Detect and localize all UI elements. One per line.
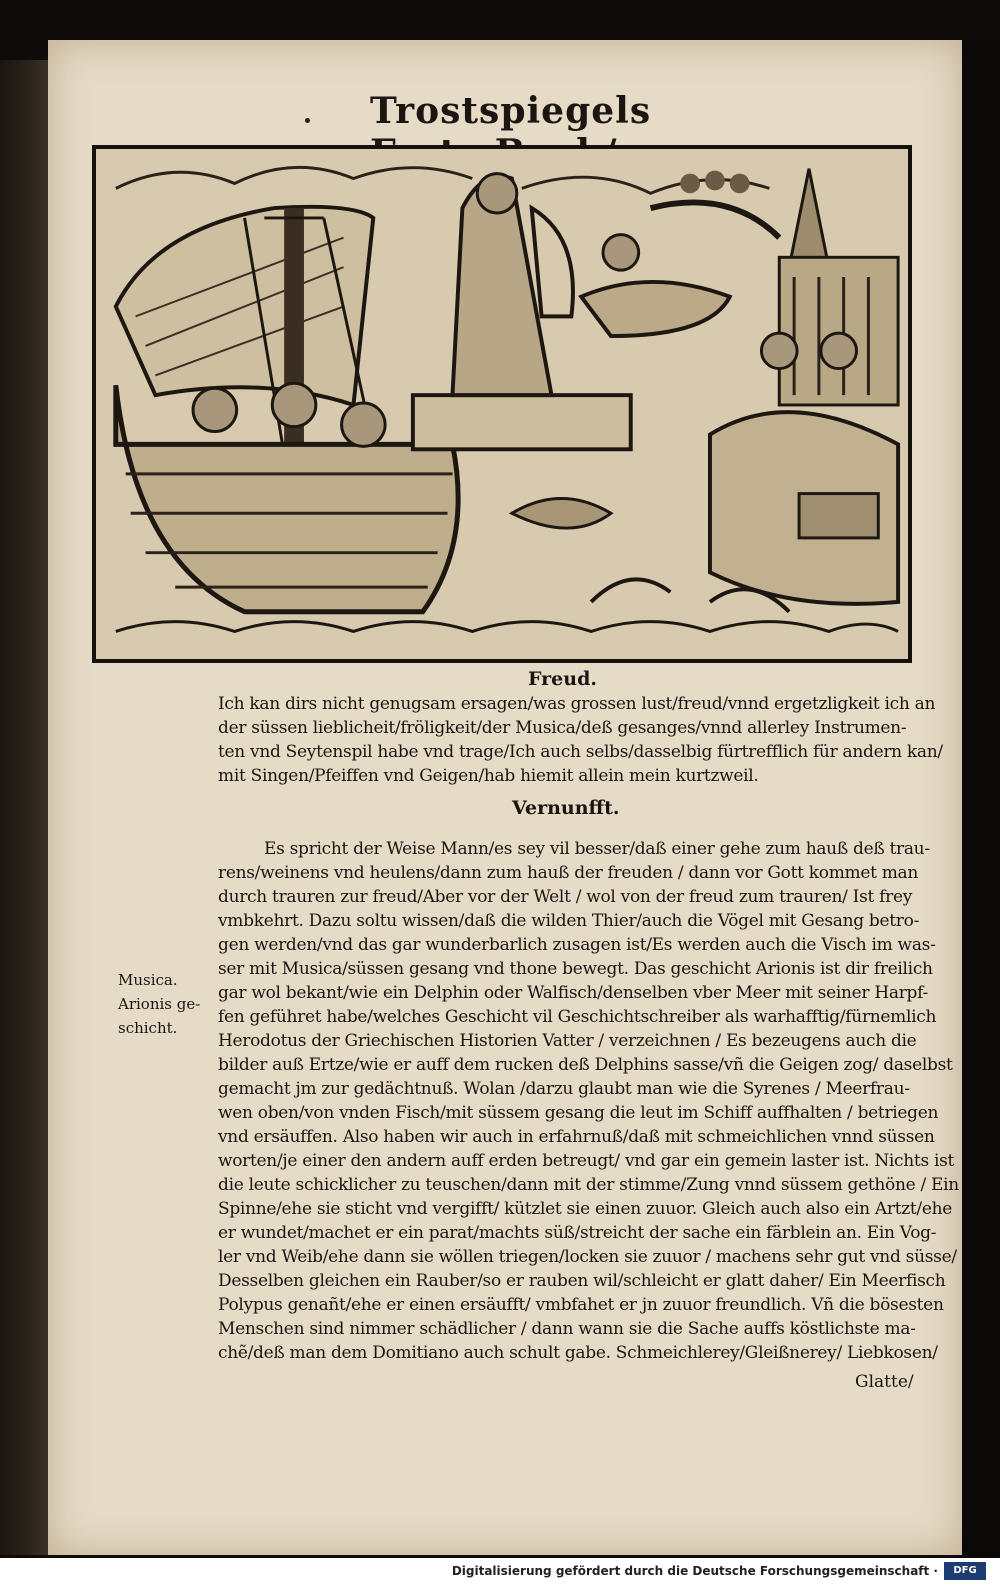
text-line: die leute schicklicher zu teuschen/dann mit der stimme/Zung vnnd süssem gethöne / Ein	[218, 1175, 959, 1195]
text-line: Polypus genañt/ehe er einen ersäufft/ vmbfahet er jn zuuor freundlich. Vñ die bösesten	[218, 1295, 944, 1315]
text-line: wen oben/von vnden Fisch/mit süssem gesang die leut im Schiff auffhalten / betriegen	[218, 1103, 939, 1123]
text-line: durch trauren zur freud/Aber vor der Welt / wol von der freud zum trauren/ Ist frey	[218, 887, 913, 907]
text-line: mit Singen/Pfeiffen vnd Geigen/hab hiemit allein mein kurtzweil.	[218, 766, 759, 786]
text-line: der süssen lieblicheit/fröligkeit/der Musica/deß gesanges/vnnd allerley Instrumen-	[218, 718, 907, 738]
text-line: gar wol bekant/wie ein Delphin oder Walfisch/denselben vber Meer mit seiner Harpf-	[218, 983, 928, 1003]
running-header: Trostspiegels	[370, 90, 652, 132]
text-line: bilder auß Ertze/wie er auff dem rucken deß Delphins sasse/vñ die Geigen zog/ daselbst	[218, 1055, 953, 1075]
text-line: worten/je einer den andern auff erden betreugt/ vnd gar ein gemein laster ist. Nichts ist	[218, 1151, 955, 1171]
text-line: Ich kan dirs nicht genugsam ersagen/was grossen lust/freud/vnnd ergetzligkeit ich an	[218, 694, 936, 714]
margin-note-line: schicht.	[118, 1019, 178, 1037]
catchword: Glatte/	[855, 1372, 914, 1392]
text-line: ser mit Musica/süssen gesang vnd thone bewegt. Das geschicht Arionis ist dir freilich	[218, 959, 933, 979]
text-line: Es spricht der Weise Mann/es sey vil besser/daß einer gehe zum hauß deß trau-	[264, 839, 930, 859]
book-binding-edge	[0, 60, 48, 1555]
text-line: chẽ/deß man dem Domitiano auch schult gabe. Schmeichlerey/Gleißnerey/ Liebkosen/	[218, 1343, 938, 1363]
page-mark	[305, 118, 310, 123]
text-line: Spinne/ehe sie sticht vnd vergifft/ kützlet sie einen zuuor. Gleich auch also ein Artzt/ehe	[218, 1199, 953, 1219]
scan-background-edge	[962, 40, 1000, 1560]
footer-credit: Digitalisierung gefördert durch die Deutsche Forschungsgemeinschaft ·	[451, 1564, 938, 1578]
text-line: gen werden/vnd das gar wunderbarlich zusagen ist/Es werden auch die Visch im was-	[218, 935, 936, 955]
text-line: gemacht jm zur gedächtnuß. Wolan /darzu glaubt man wie die Syrenes / Meerfrau-	[218, 1079, 910, 1099]
text-line: fen geführet habe/welches Geschicht vil Geschichtschreiber als warhafftig/fürnemlich	[218, 1007, 937, 1027]
margin-note-line: Musica.	[118, 971, 178, 989]
margin-note-line: Arionis ge-	[118, 995, 201, 1013]
woodcut-image	[96, 149, 908, 659]
text-line: vmbkehrt. Dazu soltu wissen/daß die wilden Thier/auch die Vögel mit Gesang betro-	[218, 911, 920, 931]
text-line: vnd ersäuffen. Also haben wir auch in erfahrnuß/daß mit schmeichlichen vnnd süssen	[218, 1127, 935, 1147]
margin-note	[118, 968, 200, 1040]
section-heading-freud: Freud.	[528, 668, 597, 690]
section-heading-vernunfft: Vernunfft.	[512, 797, 620, 819]
text-line: Desselben gleichen ein Rauber/so er rauben wil/schleicht er glatt daher/ Ein Meerfisch	[218, 1271, 946, 1291]
text-line: ler vnd Weib/ehe dann sie wöllen triegen/locken sie zuuor / machens sehr gut vnd süsse/	[218, 1247, 957, 1267]
text-line: er wundet/machet er ein parat/machts süß/streicht der sache ein färblein an. Ein Vog-	[218, 1223, 937, 1243]
text-line: ten vnd Seytenspil habe vnd trage/Ich auch selbs/dasselbig fürtrefflich für andern kan/	[218, 742, 943, 762]
text-line: Herodotus der Griechischen Historien Vatter / verzeichnen / Es bezeugens auch die	[218, 1031, 917, 1051]
digitization-footer	[0, 1558, 1000, 1585]
text-line: Menschen sind nimmer schädlicher / dann wann sie die Sache auffs köstlichste ma-	[218, 1319, 916, 1339]
text-line: rens/weinens vnd heulens/dann zum hauß der freuden / dann vor Gott kommet man	[218, 863, 919, 883]
woodcut-illustration	[92, 145, 912, 663]
dfg-logo: DFG	[944, 1562, 986, 1580]
